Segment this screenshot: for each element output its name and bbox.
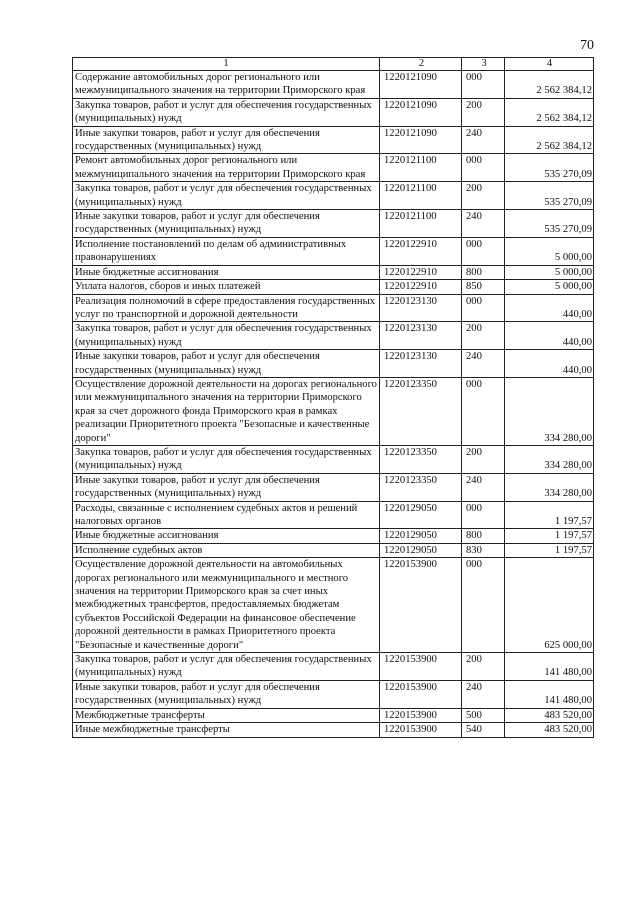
row-amount-cell: 334 280,00: [505, 445, 594, 473]
row-name-cell: Иные бюджетные ассигнования: [73, 265, 380, 279]
table-row: [73, 543, 594, 557]
row-name-cell: Иные бюджетные ассигнования: [73, 529, 380, 543]
row-code-cell: 1220129050: [380, 529, 462, 543]
row-amount-cell: 334 280,00: [505, 473, 594, 501]
row-code-cell: 1220121090: [380, 98, 462, 126]
row-code-cell: 1220123350: [380, 377, 462, 445]
table-row: [73, 322, 594, 350]
row-name-cell: Уплата налогов, сборов и иных платежей: [73, 280, 380, 294]
table-row: [73, 210, 594, 238]
row-type-cell: 800: [462, 265, 505, 279]
row-amount-cell: 1 197,57: [505, 543, 594, 557]
row-code-cell: 1220121100: [380, 182, 462, 210]
row-name-cell: Расходы, связанные с исполнением судебных актов и решений налоговых органов: [73, 501, 380, 529]
row-code-cell: 1220123130: [380, 322, 462, 350]
table-row: [73, 98, 594, 126]
row-code-cell: 1220122910: [380, 237, 462, 265]
row-amount-cell: 483 520,00: [505, 723, 594, 737]
row-amount-cell: 2 562 384,12: [505, 126, 594, 154]
table-row: [73, 708, 594, 722]
table-row: [73, 294, 594, 322]
row-type-cell: 000: [462, 558, 505, 653]
row-name-cell: Исполнение судебных актов: [73, 543, 380, 557]
row-type-cell: 200: [462, 653, 505, 681]
row-amount-cell: 625 000,00: [505, 558, 594, 653]
row-type-cell: 000: [462, 237, 505, 265]
row-code-cell: 1220153900: [380, 558, 462, 653]
row-name-cell: Иные закупки товаров, работ и услуг для обеспечения государственных (муниципальных) нужд: [73, 680, 380, 708]
table-row: [73, 71, 594, 99]
table-row: [73, 501, 594, 529]
header-col-4: 4: [505, 58, 594, 71]
table-row: [73, 473, 594, 501]
row-name-cell: Иные закупки товаров, работ и услуг для обеспечения государственных (муниципальных) нужд: [73, 210, 380, 238]
row-type-cell: 240: [462, 210, 505, 238]
table-row: [73, 350, 594, 378]
table-row: [73, 723, 594, 737]
page-number: 70: [580, 38, 594, 53]
table-row: [73, 377, 594, 445]
row-code-cell: 1220153900: [380, 708, 462, 722]
row-code-cell: 1220153900: [380, 723, 462, 737]
row-type-cell: 240: [462, 680, 505, 708]
row-name-cell: Ремонт автомобильных дорог регионального или межмуниципального значения на территории Приморского края: [73, 154, 380, 182]
table-row: [73, 558, 594, 653]
row-amount-cell: 535 270,09: [505, 210, 594, 238]
row-name-cell: Осуществление дорожной деятельности на автомобильных дорогах регионального или межмуниципального и местного значения на территории Приморского края за счет иных межбюджетных трансфертов, предоставляемых бюджетам субъектов Российской Федерации на финансовое обеспечение дорожной деятельности в рамках Приоритетного проекта "Безопасные и качественные дороги": [73, 558, 380, 653]
row-type-cell: 240: [462, 126, 505, 154]
row-type-cell: 240: [462, 350, 505, 378]
budget-table-body: [73, 58, 594, 738]
row-amount-cell: 5 000,00: [505, 237, 594, 265]
row-code-cell: 1220121090: [380, 71, 462, 99]
row-amount-cell: 5 000,00: [505, 265, 594, 279]
row-code-cell: 1220123130: [380, 294, 462, 322]
row-name-cell: Закупка товаров, работ и услуг для обеспечения государственных (муниципальных) нужд: [73, 322, 380, 350]
row-amount-cell: 440,00: [505, 322, 594, 350]
row-type-cell: 800: [462, 529, 505, 543]
row-code-cell: 1220153900: [380, 680, 462, 708]
row-amount-cell: 440,00: [505, 350, 594, 378]
row-type-cell: 200: [462, 182, 505, 210]
row-name-cell: Реализация полномочий в сфере предоставления государственных услуг по транспортной и дорожной деятельности: [73, 294, 380, 322]
table-header-row: [73, 58, 594, 71]
row-type-cell: 000: [462, 294, 505, 322]
row-amount-cell: 535 270,09: [505, 182, 594, 210]
table-row: [73, 154, 594, 182]
row-amount-cell: 334 280,00: [505, 377, 594, 445]
row-code-cell: 1220123130: [380, 350, 462, 378]
header-col-1: 1: [73, 58, 380, 71]
row-code-cell: 1220123350: [380, 445, 462, 473]
row-name-cell: Иные закупки товаров, работ и услуг для обеспечения государственных (муниципальных) нужд: [73, 473, 380, 501]
row-type-cell: 830: [462, 543, 505, 557]
row-amount-cell: 1 197,57: [505, 529, 594, 543]
row-name-cell: Закупка товаров, работ и услуг для обеспечения государственных (муниципальных) нужд: [73, 653, 380, 681]
row-amount-cell: 141 480,00: [505, 653, 594, 681]
table-row: [73, 653, 594, 681]
row-code-cell: 1220121100: [380, 154, 462, 182]
table-row: [73, 529, 594, 543]
row-amount-cell: 2 562 384,12: [505, 71, 594, 99]
row-code-cell: 1220121090: [380, 126, 462, 154]
row-code-cell: 1220122910: [380, 265, 462, 279]
row-amount-cell: 2 562 384,12: [505, 98, 594, 126]
table-row: [73, 265, 594, 279]
table-row: [73, 445, 594, 473]
row-name-cell: Закупка товаров, работ и услуг для обеспечения государственных (муниципальных) нужд: [73, 445, 380, 473]
row-code-cell: 1220153900: [380, 653, 462, 681]
row-type-cell: 200: [462, 322, 505, 350]
header-col-3: 3: [462, 58, 505, 71]
row-name-cell: Исполнение постановлений по делам об административных правонарушениях: [73, 237, 380, 265]
row-amount-cell: 1 197,57: [505, 501, 594, 529]
row-amount-cell: 5 000,00: [505, 280, 594, 294]
row-code-cell: 1220122910: [380, 280, 462, 294]
row-name-cell: Иные межбюджетные трансферты: [73, 723, 380, 737]
row-name-cell: Закупка товаров, работ и услуг для обеспечения государственных (муниципальных) нужд: [73, 182, 380, 210]
row-name-cell: Иные закупки товаров, работ и услуг для обеспечения государственных (муниципальных) нужд: [73, 126, 380, 154]
row-name-cell: Содержание автомобильных дорог регионального или межмуниципального значения на территории Приморского края: [73, 71, 380, 99]
row-name-cell: Межбюджетные трансферты: [73, 708, 380, 722]
row-code-cell: 1220129050: [380, 501, 462, 529]
table-row: [73, 126, 594, 154]
row-name-cell: Осуществление дорожной деятельности на дорогах регионального или межмуниципального значения на территории Приморского края за счет дорожного фонда Приморского края в рамках реализации Приоритетного проекта "Безопасные и качественные дороги": [73, 377, 380, 445]
row-amount-cell: 483 520,00: [505, 708, 594, 722]
row-type-cell: 500: [462, 708, 505, 722]
row-type-cell: 540: [462, 723, 505, 737]
budget-table: [72, 57, 594, 738]
row-amount-cell: 440,00: [505, 294, 594, 322]
row-name-cell: Закупка товаров, работ и услуг для обеспечения государственных (муниципальных) нужд: [73, 98, 380, 126]
row-type-cell: 240: [462, 473, 505, 501]
row-type-cell: 200: [462, 445, 505, 473]
row-type-cell: 000: [462, 154, 505, 182]
header-col-2: 2: [380, 58, 462, 71]
table-row: [73, 280, 594, 294]
table-row: [73, 237, 594, 265]
row-type-cell: 200: [462, 98, 505, 126]
row-code-cell: 1220121100: [380, 210, 462, 238]
row-amount-cell: 535 270,09: [505, 154, 594, 182]
row-code-cell: 1220123350: [380, 473, 462, 501]
row-type-cell: 000: [462, 71, 505, 99]
table-row: [73, 680, 594, 708]
row-type-cell: 000: [462, 377, 505, 445]
row-amount-cell: 141 480,00: [505, 680, 594, 708]
row-type-cell: 000: [462, 501, 505, 529]
row-name-cell: Иные закупки товаров, работ и услуг для обеспечения государственных (муниципальных) нужд: [73, 350, 380, 378]
row-type-cell: 850: [462, 280, 505, 294]
row-code-cell: 1220129050: [380, 543, 462, 557]
table-row: [73, 182, 594, 210]
